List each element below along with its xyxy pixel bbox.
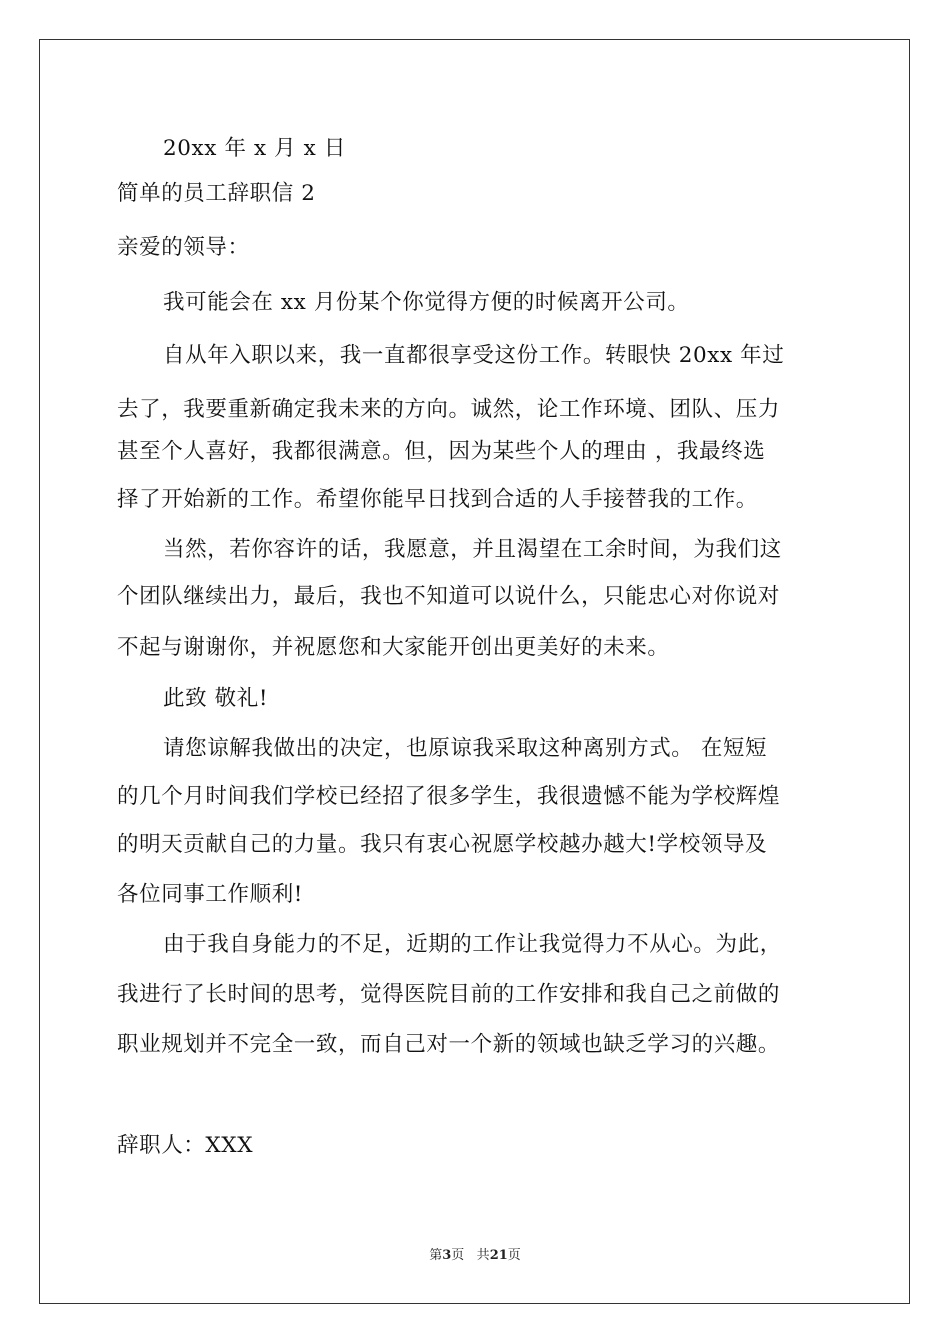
paragraph-3-line-3: 不起与谢谢你，并祝愿您和大家能开创出更美好的未来。 (117, 635, 670, 660)
total-suffix: 页 (507, 1248, 521, 1263)
paragraph-6-line-3: 职业规划并不完全一致，而自己对一个新的领域也缺乏学习的兴趣。 (117, 1032, 781, 1057)
paragraph-2-line-2: 去了，我要重新确定我未来的方向。诚然，论工作环境、团队、压力 (117, 397, 781, 422)
paragraph-2-line-4: 择了开始新的工作。希望你能早日找到合适的人手接替我的工作。 (117, 487, 758, 512)
page-prefix: 第 (429, 1248, 443, 1263)
page-suffix: 页 (451, 1248, 465, 1263)
closing-greeting: 此致 敬礼! (163, 686, 269, 711)
page-border (39, 39, 910, 1304)
paragraph-5-line-4: 各位同事工作顺利! (117, 882, 304, 907)
paragraph-6-line-2: 我进行了长时间的思考，觉得医院目前的工作安排和我自己之前做的 (117, 982, 781, 1007)
paragraph-1-line-1: 我可能会在 xx 月份某个你觉得方便的时候离开公司。 (163, 290, 690, 315)
signature: 辞职人：XXX (117, 1133, 254, 1158)
paragraph-5-line-2: 的几个月时间我们学校已经招了很多学生，我很遗憾不能为学校辉煌 (117, 784, 781, 809)
salutation: 亲爱的领导： (117, 235, 250, 260)
letter-title: 简单的员工辞职信 2 (117, 181, 316, 206)
paragraph-3-line-2: 个团队继续出力，最后，我也不知道可以说什么，只能忠心对你说对 (117, 584, 781, 609)
total-prefix: 共 (476, 1248, 490, 1263)
paragraph-3-line-1: 当然，若你容许的话，我愿意，并且渴望在工余时间，为我们这 (163, 537, 782, 562)
paragraph-2-line-1: 自从年入职以来，我一直都很享受这份工作。转眼快 20xx 年过 (163, 343, 785, 368)
paragraph-5-line-3: 的明天贡献自己的力量。我只有衷心祝愿学校越办越大!学校领导及 (117, 832, 768, 857)
paragraph-6-line-1: 由于我自身能力的不足，近期的工作让我觉得力不从心。为此， (163, 932, 782, 957)
page-number: 3 (442, 1248, 452, 1263)
total-pages: 21 (489, 1248, 508, 1263)
paragraph-2-line-3: 甚至个人喜好，我都很满意。但，因为某些个人的理由 ，我最终选 (117, 439, 766, 464)
date-line: 20xx 年 x 月 x 日 (163, 136, 346, 161)
paragraph-5-line-1: 请您谅解我做出的决定，也原谅我采取这种离别方式。 在短短 (163, 736, 768, 761)
page-footer (0, 1247, 950, 1265)
